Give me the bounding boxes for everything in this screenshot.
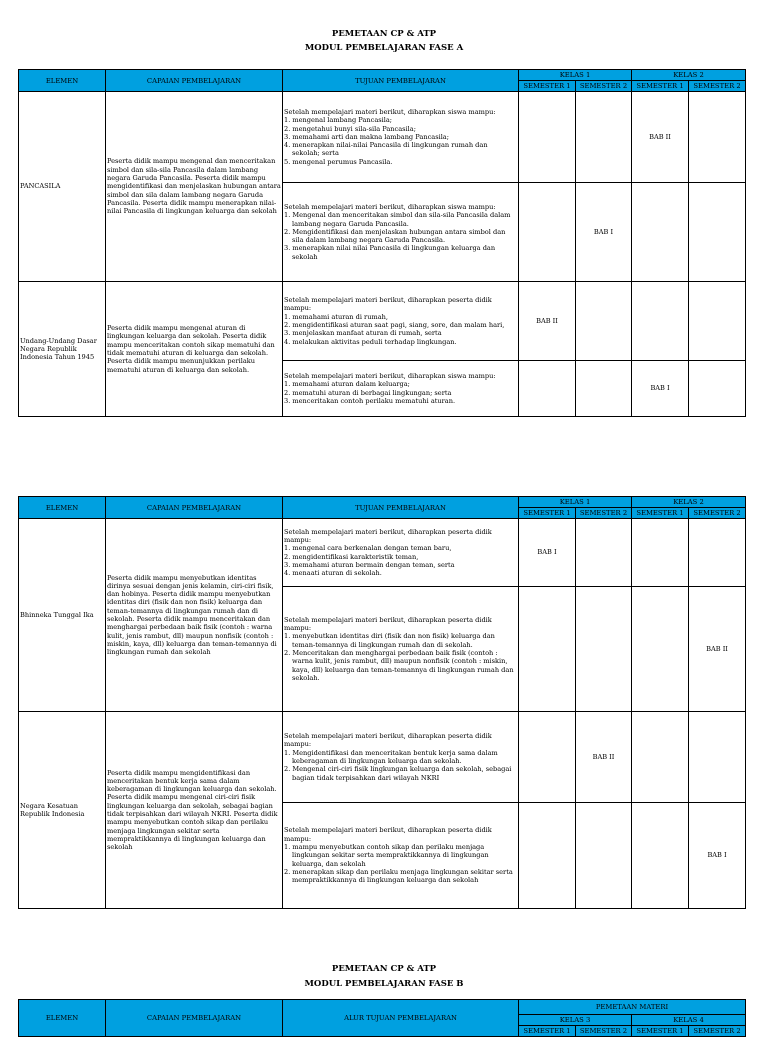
k1-sem2-cell xyxy=(576,587,632,712)
tujuan-item: 4. menerapkan nilai-nilai Pancasila di lingkungan rumah dan sekolah; serta xyxy=(284,141,488,158)
document-subtitle: MODUL PEMBELAJARAN FASE A xyxy=(304,43,464,53)
k2-sem1-cell xyxy=(632,712,689,803)
k2-sem1-cell xyxy=(632,803,689,909)
k2-sem1-cell: BAB II xyxy=(632,92,689,183)
tujuan-item: 1. mengenal lambang Pancasila; xyxy=(284,116,392,125)
tujuan-item: 1. mengenal cara berkenalan dengan teman baru, xyxy=(284,544,452,553)
table-row xyxy=(19,712,746,803)
k1-sem1-cell xyxy=(519,587,576,712)
tujuan-intro: Setelah mempelajari materi berikut, diharapkan siswa mampu: xyxy=(284,202,496,211)
tujuan-item: 3. menceritakan contoh perilaku mematuhi aturan. xyxy=(284,396,456,405)
header-k1-semester-1: SEMESTER 1 xyxy=(519,81,576,92)
header-capaian: CAPAIAN PEMBELAJARAN xyxy=(106,497,283,519)
capaian-cell: Peserta didik mampu mengenal dan menceritakan simbol dan sila-sila Pancasila dalam lambang negara Garuda Pancasila. Peserta didik mampu mengidentifikasi dan menjelaskan hubungan antara simbol dan sila dalam lambang negara Garuda Pancasila. Peserta didik mampu menerapkan nilai-nilai Pancasila di lingkungan keluarga dan sekolah xyxy=(106,92,283,282)
k2-sem2-cell xyxy=(689,183,746,282)
k1-sem1-cell xyxy=(519,361,576,417)
header-k4-semester-2: SEMESTER 2 xyxy=(689,1026,746,1037)
header-kelas-1: KELAS 1 xyxy=(519,70,632,81)
k1-sem1-cell xyxy=(519,712,576,803)
header-tujuan: TUJUAN PEMBELAJARAN xyxy=(283,70,519,92)
header-elemen: ELEMEN xyxy=(19,1000,106,1037)
capaian-cell: Peserta didik mampu mengenal aturan di lingkungan keluarga dan sekolah. Peserta didik mampu menceritakan contoh sikap mematuhi dan tidak mematuhi aturan di keluarga dan sekolah. Peserta didik mampu menunjukkan perilaku mematuhi aturan di keluarga dan sekolah. xyxy=(106,282,283,417)
tujuan-item: 3. menerapkan nilai nilai Pancasila di lingkungan keluarga dan sekolah xyxy=(284,244,496,261)
k2-sem1-cell xyxy=(632,587,689,712)
k1-sem2-cell xyxy=(576,92,632,183)
header-k1-semester-1: SEMESTER 1 xyxy=(519,508,576,519)
k2-sem2-cell: BAB II xyxy=(689,587,746,712)
document-title: PEMETAAN CP & ATP xyxy=(331,29,437,39)
k1-sem1-cell: BAB I xyxy=(519,519,576,587)
header-k3-semester-1: SEMESTER 1 xyxy=(519,1026,576,1037)
tujuan-item: 1. Mengidentifikasi dan menceritakan bentuk kerja sama dalam keberagaman di lingkungan keluarga dan sekolah. xyxy=(284,748,498,765)
tujuan-cell xyxy=(283,361,519,417)
tujuan-cell xyxy=(283,183,519,282)
header-k4-semester-1: SEMESTER 1 xyxy=(632,1026,689,1037)
cp-atp-table-3 xyxy=(18,999,746,1037)
tujuan-cell xyxy=(283,282,519,361)
header-kelas-4: KELAS 4 xyxy=(632,1015,746,1026)
tujuan-intro: Setelah mempelajari materi berikut, diharapkan peserta didik mampu: xyxy=(284,732,492,749)
document-title-fase-b: PEMETAAN CP & ATP xyxy=(331,964,437,974)
k2-sem2-cell xyxy=(689,282,746,361)
capaian-cell: Peserta didik mampu menyebutkan identitas dirinya sesuai dengan jenis kelamin, ciri-ciri fisik, dan hobinya. Peserta didik mampu menyebutkan identitas diri (fisik dan non fisik) keluarga dan teman-temannya di lingkungan rumah dan di sekolah. Peserta didik mampu menceritakan dan menghargai perbedaan baik fisik (contoh : warna kulit, jenis rambut, dll) maupun nonfisik (contoh : miskin, kaya, dll) keluarga dan teman-temannya di lingkungan rumah dan sekolah xyxy=(106,519,283,712)
header-k1-semester-2: SEMESTER 2 xyxy=(576,508,632,519)
tujuan-intro: Setelah mempelajari materi berikut, diharapkan peserta didik mampu: xyxy=(284,615,492,633)
k2-sem2-cell xyxy=(689,712,746,803)
k1-sem1-cell xyxy=(519,803,576,909)
header-pemetaan-materi: PEMETAAN MATERI xyxy=(519,1000,746,1015)
cp-atp-table-1 xyxy=(18,69,746,417)
tujuan-item: 2. menerapkan sikap dan perilaku menjaga lingkungan sekitar serta mempraktikkannya di lingkungan keluarga dan sekolah xyxy=(284,867,513,885)
header-kelas-2: KELAS 2 xyxy=(632,70,746,81)
k2-sem1-cell: BAB I xyxy=(632,361,689,417)
tujuan-cell xyxy=(283,803,519,909)
header-k2-semester-2: SEMESTER 2 xyxy=(689,81,746,92)
header-kelas-2: KELAS 2 xyxy=(632,497,746,508)
tujuan-item: 2. Mengenal ciri-ciri fisik lingkungan keluarga dan sekolah, sebagai bagian tidak terpisahkan dari wilayah NKRI xyxy=(284,765,512,782)
header-kelas-1: KELAS 1 xyxy=(519,497,632,508)
tujuan-item: 1. memahami aturan dalam keluarga; xyxy=(284,380,410,389)
tujuan-item: 4. menaati aturan di sekolah. xyxy=(284,569,382,578)
table-row xyxy=(19,282,746,361)
tujuan-cell xyxy=(283,92,519,183)
tujuan-item: 4. melakukan aktivitas peduli terhadap lingkungan. xyxy=(284,337,457,346)
k2-sem2-cell xyxy=(689,519,746,587)
tujuan-cell xyxy=(283,712,519,803)
k1-sem1-cell xyxy=(519,183,576,282)
tujuan-item: 3. menjelaskan manfaat aturan di rumah, serta xyxy=(284,329,442,338)
header-k1-semester-2: SEMESTER 2 xyxy=(576,81,632,92)
tujuan-intro: Setelah mempelajari materi berikut, diharapkan peserta didik mampu: xyxy=(284,296,492,313)
k1-sem1-cell xyxy=(519,92,576,183)
k2-sem2-cell xyxy=(689,92,746,183)
k2-sem1-cell xyxy=(632,183,689,282)
tujuan-item: 2. mengetahui bunyi sila-sila Pancasila; xyxy=(284,124,416,133)
k1-sem1-cell: BAB II xyxy=(519,282,576,361)
elemen-cell: PANCASILA xyxy=(19,92,106,282)
k2-sem2-cell xyxy=(689,361,746,417)
tujuan-item: 2. mengidentifikasi aturan saat pagi, siang, sore, dan malam hari, xyxy=(284,321,505,329)
tujuan-intro: Setelah mempelajari materi berikut, diharapkan siswa mampu: xyxy=(284,371,496,380)
elemen-cell: Negara Kesatuan Republik Indonesia xyxy=(19,712,106,909)
document-subtitle-fase-b: MODUL PEMBELAJARAN FASE B xyxy=(304,979,464,989)
header-elemen: ELEMEN xyxy=(19,70,106,92)
elemen-cell: Bhinneka Tunggal Ika xyxy=(19,519,106,712)
capaian-cell: Peserta didik mampu mengidentifikasi dan menceritakan bentuk kerja sama dalam keberagaman di lingkungan keluarga dan sekolah. Peserta didik mampu mengenal ciri-ciri fisik lingkungan keluarga dan sekolah, sebagai bagian tidak terpisahkan dari wilayah NKRI. Peserta didik mampu menyebutkan contoh sikap dan perilaku menjaga lingkungan sekitar serta mempraktikkannya di lingkungan keluarga dan sekolah xyxy=(106,712,283,909)
tujuan-item: 2. mengidentifikasi karakteristik teman, xyxy=(284,552,419,561)
header-k2-semester-1: SEMESTER 1 xyxy=(632,508,689,519)
k1-sem2-cell xyxy=(576,803,632,909)
k1-sem2-cell: BAB I xyxy=(576,183,632,282)
tujuan-item: 1. mampu menyebutkan contoh sikap dan perilaku menjaga lingkungan sekitar serta mempraktikkannya di lingkungan keluarga, dan sekolah xyxy=(284,843,489,868)
k1-sem2-cell: BAB II xyxy=(576,712,632,803)
tujuan-item: 1. menyebutkan identitas diri (fisik dan non fisik) keluarga dan teman-temannya di lingkungan rumah dan di sekolah. xyxy=(284,632,495,649)
k1-sem2-cell xyxy=(576,282,632,361)
tujuan-item: 2. mematuhi aturan di berbagai lingkungan; serta xyxy=(284,388,452,397)
header-kelas-3: KELAS 3 xyxy=(519,1015,632,1026)
tujuan-item: 5. mengenal perumus Pancasila. xyxy=(284,157,393,166)
table-row xyxy=(19,92,746,183)
k2-sem1-cell xyxy=(632,519,689,587)
elemen-cell: Undang-Undang Dasar Negara Republik Indonesia Tahun 1945 xyxy=(19,282,106,417)
tujuan-intro: Setelah mempelajari materi berikut, diharapkan peserta didik mampu: xyxy=(284,826,492,843)
tujuan-intro: Setelah mempelajari materi berikut, diharapkan siswa mampu: xyxy=(284,107,496,116)
k1-sem2-cell xyxy=(576,361,632,417)
k2-sem1-cell xyxy=(632,282,689,361)
tujuan-cell xyxy=(283,587,519,712)
tujuan-item: 3. memahami arti dan makna lambang Pancasila; xyxy=(284,132,449,141)
tujuan-cell xyxy=(283,519,519,587)
header-elemen: ELEMEN xyxy=(19,497,106,519)
tujuan-item: 1. memahami aturan di rumah, xyxy=(284,312,388,321)
header-tujuan: TUJUAN PEMBELAJARAN xyxy=(283,497,519,519)
tujuan-item: 1. Mengenal dan menceritakan simbol dan sila-sila Pancasila dalam lambang negara Garuda Pancasila. xyxy=(284,211,511,228)
table-row xyxy=(19,519,746,587)
header-capaian: CAPAIAN PEMBELAJARAN xyxy=(106,70,283,92)
tujuan-intro: Setelah mempelajari materi berikut, diharapkan peserta didik mampu: xyxy=(284,527,492,544)
header-capaian: CAPAIAN PEMBELAJARAN xyxy=(106,1000,283,1037)
cp-atp-table-2 xyxy=(18,496,746,909)
header-k2-semester-1: SEMESTER 1 xyxy=(632,81,689,92)
tujuan-item: 2. Mengidentifikasi dan menjelaskan hubungan antara simbol dan sila dalam lambang negara Garuda Pancasila. xyxy=(284,227,506,245)
tujuan-item: 2. Menceritakan dan menghargai perbedaan baik fisik (contoh : warna kulit, jenis rambut, dll) maupun nonfisik (contoh : miskin, kaya, dll) keluarga dan teman-temannya di lingkungan rumah dan sekolah. xyxy=(284,649,514,682)
k1-sem2-cell xyxy=(576,519,632,587)
k2-sem2-cell: BAB I xyxy=(689,803,746,909)
header-k2-semester-2: SEMESTER 2 xyxy=(689,508,746,519)
header-k3-semester-2: SEMESTER 2 xyxy=(576,1026,632,1037)
header-alur-tujuan: ALUR TUJUAN PEMBELAJARAN xyxy=(283,1000,519,1037)
tujuan-item: 3. memahami aturan bermain dengan teman, serta xyxy=(284,560,455,569)
